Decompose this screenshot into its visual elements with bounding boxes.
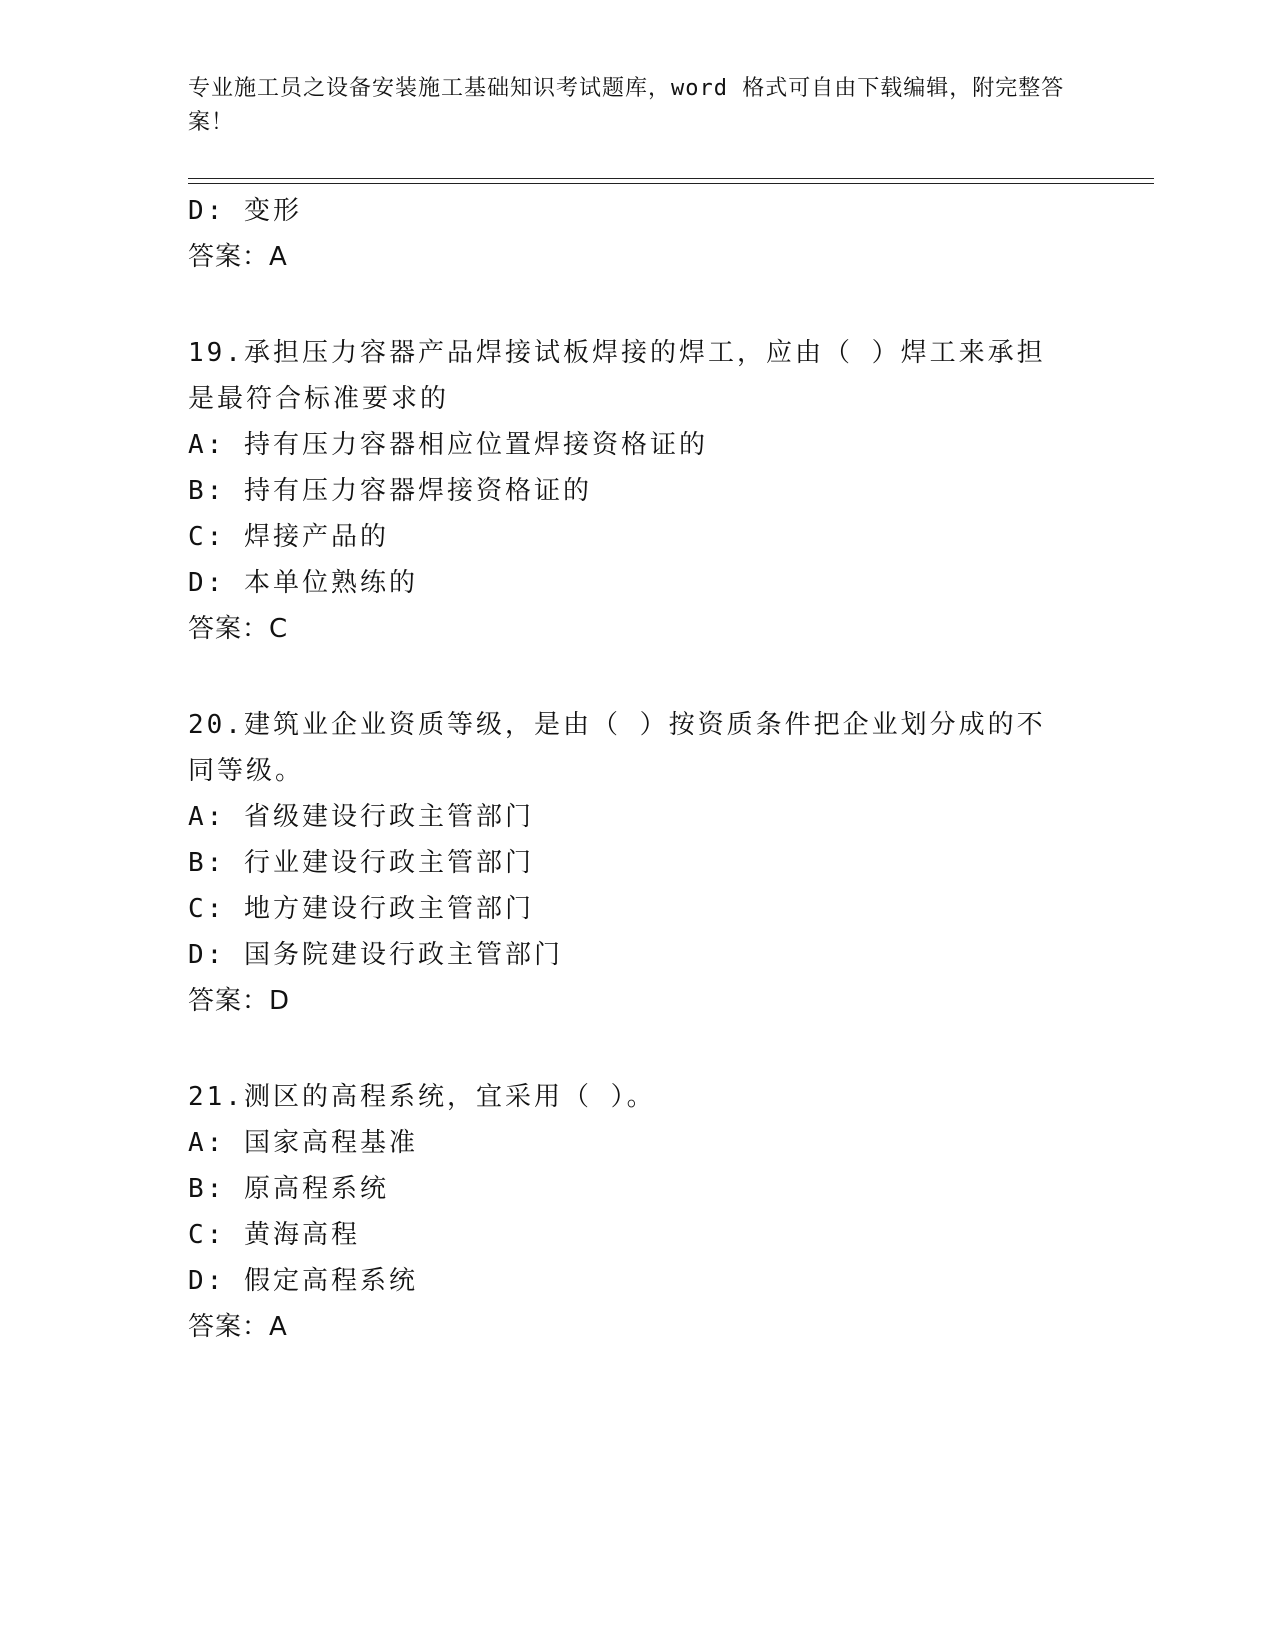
header-rule-bottom (188, 183, 1154, 184)
question-text: 19.承担压力容器产品焊接试板焊接的焊工，应由（ ）焊工来承担是最符合标准要求的 (188, 338, 1046, 414)
option-d: D: 本单位熟练的 (188, 568, 418, 598)
question-text: 20.建筑业企业资质等级，是由（ ）按资质条件把企业划分成的不同等级。 (188, 710, 1046, 786)
option-a: A: 国家高程基准 (188, 1128, 418, 1158)
option-d: D: 假定高程系统 (188, 1266, 418, 1296)
option-b: B: 持有压力容器焊接资格证的 (188, 476, 592, 506)
option-b: B: 行业建设行政主管部门 (188, 848, 534, 878)
header-rule-top (188, 178, 1154, 179)
option-c: C: 焊接产品的 (188, 522, 389, 552)
option-d: D: 变形 (188, 196, 302, 226)
option-d: D: 国务院建设行政主管部门 (188, 940, 563, 970)
answer-line: 答案：A (188, 1312, 288, 1342)
option-c: C: 地方建设行政主管部门 (188, 894, 534, 924)
page-header (188, 72, 1068, 140)
question-text: 21.测区的高程系统，宜采用（ ）。 (188, 1082, 656, 1112)
answer-line: 答案：A (188, 242, 288, 272)
header-text: 专业施工员之设备安装施工基础知识考试题库，word 格式可自由下载编辑，附完整答案！ (188, 76, 1065, 135)
question-block-20 (188, 702, 1068, 1024)
option-a: A: 省级建设行政主管部门 (188, 802, 534, 832)
question-block-21 (188, 1074, 1068, 1350)
option-a: A: 持有压力容器相应位置焊接资格证的 (188, 430, 708, 460)
option-c: C: 黄海高程 (188, 1220, 360, 1250)
question-content (188, 188, 1068, 1350)
answer-line: 答案：D (188, 986, 291, 1016)
question-block-19 (188, 330, 1068, 652)
answer-line: 答案：C (188, 614, 289, 644)
option-b: B: 原高程系统 (188, 1174, 389, 1204)
